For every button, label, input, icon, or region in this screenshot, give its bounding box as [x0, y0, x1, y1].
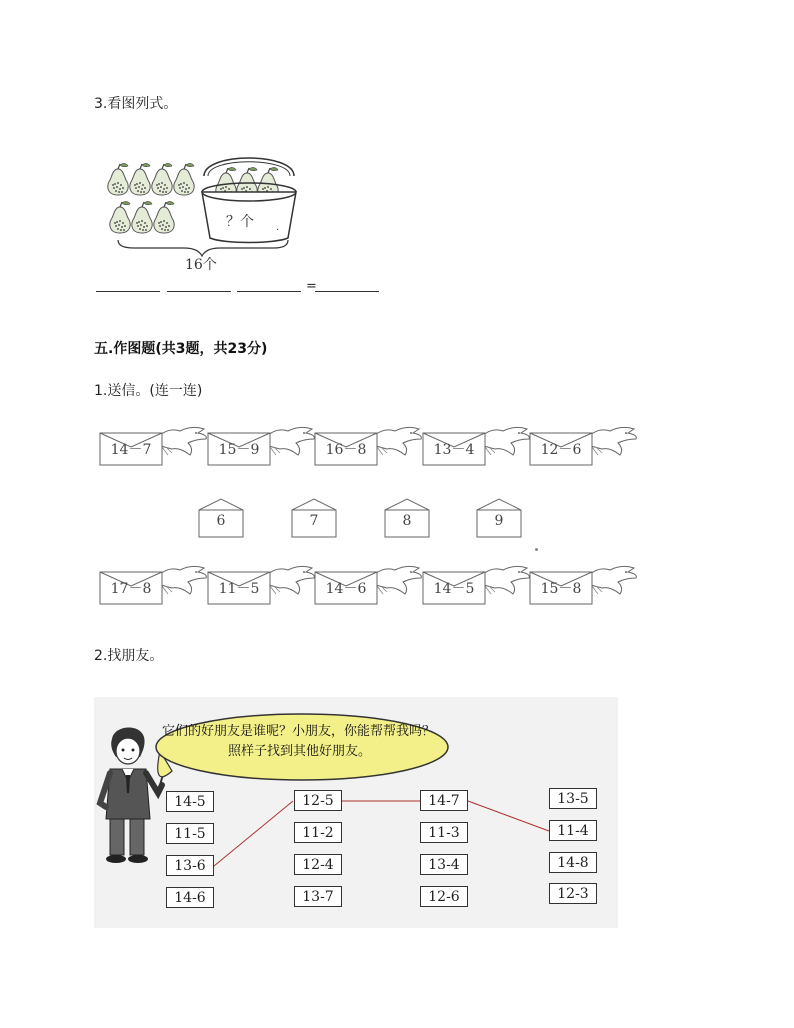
house-number: 9: [494, 513, 504, 529]
bottom-envelope[interactable]: [421, 564, 533, 606]
answer-blank-4[interactable]: [315, 291, 379, 292]
envelope-expression: 11－5: [218, 581, 260, 597]
unknown-label: ？个: [226, 214, 254, 230]
expression-card[interactable]: 13-7: [294, 886, 342, 907]
find-friends-panel: [94, 697, 618, 928]
expression-card[interactable]: 12-3: [549, 883, 597, 904]
pear: [110, 201, 130, 233]
expression-card[interactable]: 11-4: [549, 820, 597, 841]
expression-card[interactable]: 11-2: [294, 822, 342, 843]
envelope-expression: 15－8: [540, 581, 582, 597]
bottom-envelope[interactable]: [528, 564, 640, 606]
expression-card[interactable]: 12-6: [420, 886, 468, 907]
answer-blank-1[interactable]: [96, 291, 160, 292]
top-envelope[interactable]: [528, 425, 640, 467]
house-number: 6: [216, 513, 226, 529]
house-number: 8: [402, 513, 412, 529]
pear: [174, 163, 194, 195]
pear: [132, 201, 152, 233]
expression-card[interactable]: 13-5: [549, 788, 597, 809]
connection-line: [468, 801, 549, 831]
pear: [130, 163, 150, 195]
bottom-envelope[interactable]: [98, 564, 210, 606]
question-2-title: 2.找朋友。: [94, 648, 164, 664]
bottom-envelope[interactable]: [206, 564, 318, 606]
svg-text:.: .: [276, 222, 280, 233]
envelope-expression: 13－4: [433, 442, 475, 458]
house-number: 7: [309, 513, 319, 529]
envelope-expression: 17－8: [110, 581, 152, 597]
question-1-title: 1.送信。(连一连): [94, 383, 203, 399]
top-envelope[interactable]: [98, 425, 210, 467]
expression-card[interactable]: 13-6: [166, 855, 214, 876]
envelope-expression: 14－6: [325, 581, 367, 597]
pear: [154, 201, 174, 233]
expression-card[interactable]: 12-4: [294, 854, 342, 875]
expression-card[interactable]: 14-6: [166, 887, 214, 908]
pear: [108, 163, 128, 195]
envelope-expression: 14－7: [110, 442, 152, 458]
envelope-expression: 14－5: [433, 581, 475, 597]
mailbox-house[interactable]: [197, 498, 245, 538]
connection-line: [214, 801, 293, 866]
mailbox-house[interactable]: [290, 498, 338, 538]
pear: [152, 163, 172, 195]
envelope-expression: 12－6: [540, 442, 582, 458]
expression-card[interactable]: 12-5: [294, 790, 342, 811]
expression-card[interactable]: 14-7: [420, 790, 468, 811]
expression-card[interactable]: 14-5: [166, 791, 214, 812]
envelope-expression: 15－9: [218, 442, 260, 458]
total-label: 16个: [185, 257, 217, 273]
question-3-title: 3.看图列式。: [94, 96, 178, 112]
bottom-envelope[interactable]: [313, 564, 425, 606]
top-envelope[interactable]: [421, 425, 533, 467]
mailbox-house[interactable]: [383, 498, 431, 538]
top-envelope[interactable]: [313, 425, 425, 467]
expression-card[interactable]: 11-3: [420, 822, 468, 843]
answer-blank-2[interactable]: [167, 291, 231, 292]
expression-card[interactable]: 11-5: [166, 823, 214, 844]
mailbox-house[interactable]: [475, 498, 523, 538]
stray-dot: [535, 548, 538, 551]
bubble-line-2: 照样子找到其他好朋友。: [228, 744, 372, 759]
top-envelope[interactable]: [206, 425, 318, 467]
expression-card[interactable]: 13-4: [420, 854, 468, 875]
expression-card[interactable]: 14-8: [549, 852, 597, 873]
answer-blank-3[interactable]: [237, 291, 301, 292]
section-5-title: 五.作图题(共3题，共23分): [94, 341, 268, 357]
envelope-expression: 16－8: [325, 442, 367, 458]
equals-sign: =: [306, 279, 317, 294]
bubble-line-1: 它们的好朋友是谁呢？小朋友，你能帮帮我吗？: [162, 724, 436, 739]
